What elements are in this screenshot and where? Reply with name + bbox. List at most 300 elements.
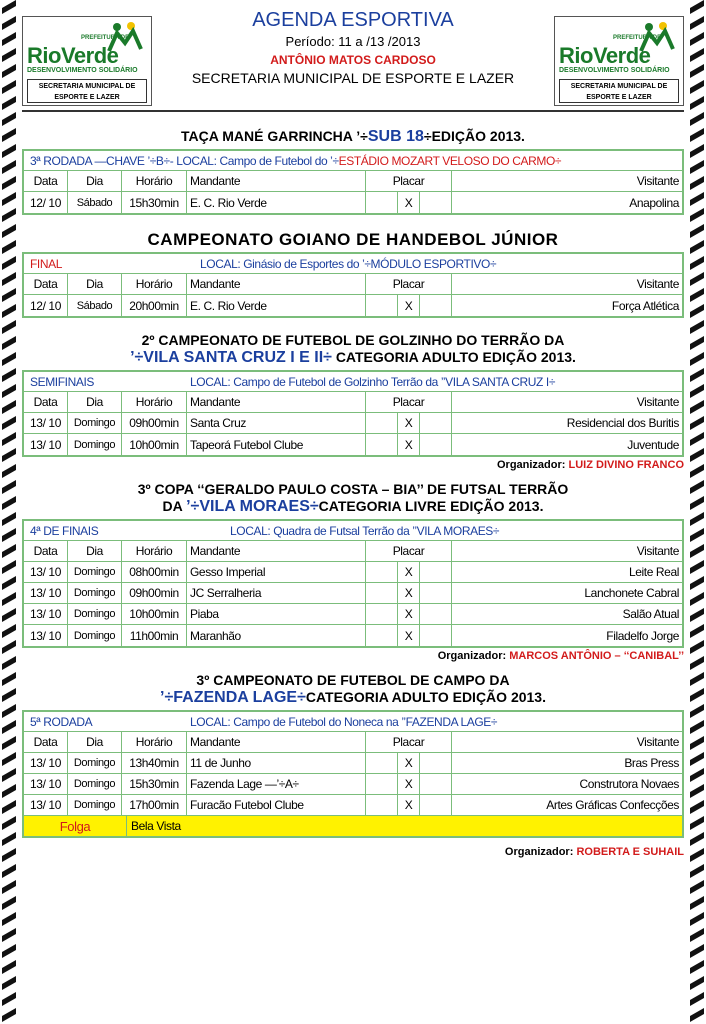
cell-mandante: Santa Cruz: [187, 413, 366, 433]
title-highlight: ’÷FAZENDA LAGE÷: [160, 689, 306, 706]
col-dia: Dia: [68, 171, 122, 191]
border-tick: [0, 912, 18, 928]
cell-dia: Domingo: [68, 562, 122, 582]
border-tick: [688, 240, 706, 256]
border-tick: [688, 576, 706, 592]
border-tick: [688, 256, 706, 272]
location-label: LOCAL: Ginásio de Esportes do ’÷MÓDULO ESPORTIVO÷: [200, 256, 497, 271]
cell-placar-away: [420, 774, 452, 794]
location-label: LOCAL: Campo de Futebol do Noneca na ’’FAZENDA LAGE÷: [190, 714, 498, 729]
border-tick: [0, 608, 18, 624]
folga-label: Folga: [59, 818, 91, 834]
cell-dia: Domingo: [68, 774, 122, 794]
section-title: [22, 672, 684, 706]
round-label: 3ª RODADA —CHAVE ’÷B÷- LOCAL: Campo de Futebol do ’÷: [30, 153, 339, 168]
right-decorative-border: [688, 0, 706, 1024]
cell-mandante: Tapeorá Futebol Clube: [187, 434, 366, 455]
title-highlight: ’÷VILA SANTA CRUZ I E II÷: [130, 349, 332, 366]
border-tick: [0, 640, 18, 656]
border-tick: [0, 48, 18, 64]
border-tick: [688, 672, 706, 688]
col-placar: Placar: [366, 541, 452, 561]
border-tick: [0, 112, 18, 128]
border-tick: [688, 752, 706, 768]
cell-data: 13/ 10: [24, 625, 68, 646]
col-horario: Horário: [122, 392, 187, 412]
round-info: [24, 712, 682, 732]
border-tick: [0, 592, 18, 608]
col-mandante: Mandante: [187, 392, 366, 412]
col-data: Data: [24, 171, 68, 191]
cell-visitante: Anapolina: [629, 195, 679, 210]
rio-verde-logo-right: [554, 16, 684, 106]
cell-versus: X: [398, 795, 420, 815]
games-table: [22, 519, 684, 648]
section-taca-mane-garrincha: [22, 128, 684, 215]
agenda-page: [22, 0, 684, 1024]
cell-versus: X: [398, 295, 420, 316]
col-visitante: Visitante: [636, 544, 679, 558]
cell-mandante: Gesso Imperial: [187, 562, 366, 582]
cell-placar-home: [366, 434, 398, 455]
col-horario: Horário: [122, 732, 187, 752]
border-tick: [688, 912, 706, 928]
border-tick: [688, 928, 706, 944]
border-tick: [688, 192, 706, 208]
border-tick: [0, 240, 18, 256]
title-line: 2º CAMPEONATO DE FUTEBOL DE GOLZINHO DO TERRÃO DA: [141, 332, 565, 348]
border-tick: [688, 544, 706, 560]
col-horario: Horário: [122, 541, 187, 561]
title-part: CATEGORIA ADULTO EDIÇÃO 2013.: [305, 689, 546, 705]
cell-placar-home: [366, 604, 398, 624]
border-tick: [0, 272, 18, 288]
cell-versus: X: [398, 562, 420, 582]
border-tick: [0, 560, 18, 576]
border-tick: [0, 928, 18, 944]
border-tick: [0, 496, 18, 512]
cell-horario: 10h00min: [122, 604, 187, 624]
border-tick: [0, 1008, 18, 1024]
section-handebol: [22, 231, 684, 318]
border-tick: [0, 944, 18, 960]
cell-mandante: Maranhão: [187, 625, 366, 646]
border-tick: [0, 624, 18, 640]
col-horario: Horário: [122, 171, 187, 191]
cell-visitante: Filadelfo Jorge: [606, 628, 679, 643]
cell-data: 12/ 10: [24, 192, 68, 213]
border-tick: [688, 448, 706, 464]
cell-placar-away: [420, 192, 452, 213]
table-row: [24, 413, 682, 434]
cell-versus: X: [398, 753, 420, 773]
location-label: ESTÁDIO MOZART VELOSO DO CARMO÷: [338, 153, 562, 168]
cell-placar-home: [366, 413, 398, 433]
table-header: [24, 541, 682, 562]
cell-horario: 20h00min: [122, 295, 187, 316]
border-tick: [688, 608, 706, 624]
border-tick: [0, 880, 18, 896]
secretaria-text: SECRETARIA MUNICIPAL DE ESPORTE E LAZER: [191, 70, 515, 86]
border-tick: [688, 688, 706, 704]
section-title: [22, 128, 684, 145]
border-tick: [0, 336, 18, 352]
round-label: SEMIFINAIS: [30, 374, 95, 389]
cell-horario: 09h00min: [122, 413, 187, 433]
cell-placar-away: [420, 295, 452, 316]
col-visitante: Visitante: [636, 395, 679, 409]
cell-placar-home: [366, 295, 398, 316]
round-label: FINAL: [30, 256, 63, 271]
table-header: [24, 171, 682, 192]
col-dia: Dia: [68, 392, 122, 412]
title-line: 3º COPA ‘‘GERALDO PAULO COSTA – BIA’’ DE FUTSAL TERRÃO: [137, 481, 569, 497]
cell-data: 13/ 10: [24, 562, 68, 582]
border-tick: [688, 816, 706, 832]
cell-dia: Domingo: [68, 625, 122, 646]
title-line: 3º CAMPEONATO DE FUTEBOL DE CAMPO DA: [196, 672, 510, 688]
border-tick: [688, 32, 706, 48]
cell-placar-away: [420, 753, 452, 773]
header: [22, 0, 684, 112]
border-tick: [0, 304, 18, 320]
cell-placar-home: [366, 562, 398, 582]
table-row: [24, 795, 682, 816]
cell-placar-home: [366, 625, 398, 646]
border-tick: [688, 432, 706, 448]
cell-mandante: Furacão Futebol Clube: [187, 795, 366, 815]
border-tick: [0, 176, 18, 192]
border-tick: [688, 160, 706, 176]
cell-placar-home: [366, 795, 398, 815]
border-tick: [688, 416, 706, 432]
title-highlight: ’÷VILA MORAES÷: [186, 498, 319, 515]
border-tick: [688, 480, 706, 496]
round-info: [24, 151, 682, 171]
cell-horario: 09h00min: [122, 583, 187, 603]
left-decorative-border: [0, 0, 18, 1024]
border-tick: [0, 80, 18, 96]
cell-versus: X: [398, 604, 420, 624]
col-horario: Horário: [122, 274, 187, 294]
border-tick: [688, 224, 706, 240]
cell-visitante: Construtora Novaes: [579, 777, 679, 791]
logo-prefeitura-text: PREFEITURA DE: [81, 35, 130, 41]
organizer-label: Organizador:: [437, 650, 507, 662]
cell-versus: X: [398, 434, 420, 455]
border-tick: [688, 832, 706, 848]
cell-placar-away: [420, 413, 452, 433]
cell-horario: 17h00min: [122, 795, 187, 815]
col-data: Data: [24, 541, 68, 561]
col-placar: Placar: [366, 171, 452, 191]
title-part: ÷EDIÇÃO 2013.: [423, 128, 525, 144]
border-tick: [0, 464, 18, 480]
header-center: [162, 0, 544, 86]
cell-mandante: E. C. Rio Verde: [187, 295, 366, 316]
round-info: [24, 372, 682, 392]
border-tick: [0, 800, 18, 816]
cell-data: 13/ 10: [24, 753, 68, 773]
cell-versus: X: [398, 192, 420, 213]
table-header: [24, 732, 682, 753]
border-tick: [688, 48, 706, 64]
border-tick: [0, 288, 18, 304]
round-label: 4ª DE FINAIS: [30, 523, 99, 538]
border-tick: [0, 672, 18, 688]
border-tick: [0, 512, 18, 528]
organizer-name: MARCOS ANTÔNIO – ‘‘CANIBAL’’: [509, 650, 684, 662]
cell-dia: Domingo: [68, 753, 122, 773]
cell-placar-away: [420, 795, 452, 815]
cell-placar-home: [366, 192, 398, 213]
border-tick: [0, 432, 18, 448]
title-part: DA: [162, 498, 183, 514]
border-tick: [688, 400, 706, 416]
cell-visitante: Força Atlética: [611, 298, 679, 313]
organizer-name: ROBERTA E SUHAIL: [576, 846, 684, 858]
border-tick: [0, 448, 18, 464]
cell-mandante: JC Serralheria: [187, 583, 366, 603]
title-part: CATEGORIA LIVRE EDIÇÃO 2013.: [318, 498, 544, 514]
organizer: [22, 650, 684, 662]
border-tick: [0, 384, 18, 400]
cell-horario: 08h00min: [122, 562, 187, 582]
border-tick: [688, 864, 706, 880]
cell-horario: 11h00min: [122, 625, 187, 646]
border-tick: [688, 624, 706, 640]
period-text: Período: 11 a /13 /2013: [285, 34, 421, 49]
border-tick: [688, 0, 706, 16]
cell-data: 12/ 10: [24, 295, 68, 316]
border-tick: [0, 528, 18, 544]
border-tick: [0, 656, 18, 672]
cell-visitante: Salão Atual: [622, 607, 679, 621]
border-tick: [688, 64, 706, 80]
col-dia: Dia: [68, 541, 122, 561]
border-tick: [688, 464, 706, 480]
col-placar: Placar: [366, 274, 452, 294]
border-tick: [688, 528, 706, 544]
border-tick: [0, 832, 18, 848]
border-tick: [688, 640, 706, 656]
col-data: Data: [24, 732, 68, 752]
secretary-name: ANTÔNIO MATOS CARDOSO: [270, 53, 436, 67]
border-tick: [688, 336, 706, 352]
cell-versus: X: [398, 774, 420, 794]
cell-placar-away: [420, 562, 452, 582]
border-tick: [688, 128, 706, 144]
cell-data: 13/ 10: [24, 774, 68, 794]
border-tick: [0, 480, 18, 496]
table-row: [24, 625, 682, 646]
border-tick: [0, 704, 18, 720]
table-row: [24, 583, 682, 604]
border-tick: [0, 192, 18, 208]
table-row: [24, 192, 682, 213]
cell-versus: X: [398, 413, 420, 433]
border-tick: [688, 896, 706, 912]
table-row: [24, 562, 682, 583]
round-info: [24, 254, 682, 274]
cell-visitante: Residencial dos Buritis: [566, 416, 679, 430]
cell-dia: Domingo: [68, 434, 122, 455]
col-mandante: Mandante: [187, 274, 366, 294]
cell-dia: Domingo: [68, 413, 122, 433]
cell-placar-home: [366, 774, 398, 794]
border-tick: [0, 992, 18, 1008]
round-label: 5ª RODADA: [30, 714, 93, 729]
cell-dia: Domingo: [68, 795, 122, 815]
border-tick: [688, 992, 706, 1008]
col-visitante: Visitante: [636, 735, 679, 749]
border-tick: [0, 976, 18, 992]
cell-dia: Sábado: [68, 295, 122, 316]
rio-verde-logo-left: [22, 16, 152, 106]
section-title: [22, 332, 684, 366]
games-table: [22, 710, 684, 838]
border-tick: [0, 64, 18, 80]
border-tick: [688, 272, 706, 288]
cell-visitante: Leite Real: [628, 565, 679, 579]
title-part: TAÇA MANÉ GARRINCHA ’÷: [181, 128, 368, 144]
border-tick: [0, 224, 18, 240]
section-title: [22, 481, 684, 515]
border-tick: [688, 16, 706, 32]
logo-secretaria-box: SECRETARIA MUNICIPAL DE ESPORTE E LAZER: [559, 79, 679, 103]
border-tick: [688, 384, 706, 400]
cell-versus: X: [398, 583, 420, 603]
border-tick: [688, 976, 706, 992]
cell-visitante: Lanchonete Cabral: [584, 586, 679, 600]
location-label: LOCAL: Campo de Futebol de Golzinho Terrão da ’’VILA SANTA CRUZ I÷: [190, 374, 556, 389]
border-tick: [688, 800, 706, 816]
border-tick: [0, 688, 18, 704]
border-tick: [688, 144, 706, 160]
organizer-label: Organizador:: [504, 846, 574, 858]
border-tick: [688, 1008, 706, 1024]
cell-horario: 15h30min: [122, 774, 187, 794]
location-label: LOCAL: Quadra de Futsal Terrão da ’’VILA MORAES÷: [230, 523, 500, 538]
border-tick: [688, 656, 706, 672]
cell-horario: 15h30min: [122, 192, 187, 213]
border-tick: [688, 720, 706, 736]
section-title: CAMPEONATO GOIANO DE HANDEBOL JÚNIOR: [147, 230, 559, 249]
section-golzinho-vila-santa-cruz: [22, 332, 684, 471]
organizer: [22, 459, 684, 471]
border-tick: [688, 96, 706, 112]
border-tick: [688, 496, 706, 512]
border-tick: [688, 848, 706, 864]
border-tick: [0, 544, 18, 560]
cell-horario: 10h00min: [122, 434, 187, 455]
cell-visitante: Artes Gráficas Confecções: [546, 798, 679, 812]
border-tick: [688, 704, 706, 720]
border-tick: [0, 320, 18, 336]
folga-team: Bela Vista: [126, 816, 181, 836]
border-tick: [0, 144, 18, 160]
border-tick: [0, 368, 18, 384]
border-tick: [0, 896, 18, 912]
table-row: [24, 604, 682, 625]
cell-data: 13/ 10: [24, 604, 68, 624]
logo-prefeitura-text: PREFEITURA DE: [613, 35, 662, 41]
cell-data: 13/ 10: [24, 795, 68, 815]
col-data: Data: [24, 274, 68, 294]
table-row: [24, 774, 682, 795]
cell-horario: 13h40min: [122, 753, 187, 773]
border-tick: [688, 208, 706, 224]
col-placar: Placar: [366, 392, 452, 412]
border-tick: [0, 400, 18, 416]
folga-row: [24, 816, 682, 836]
games-table: [22, 252, 684, 318]
col-visitante: Visitante: [636, 174, 679, 188]
border-tick: [0, 96, 18, 112]
border-tick: [688, 560, 706, 576]
border-tick: [0, 256, 18, 272]
border-tick: [688, 784, 706, 800]
table-header: [24, 392, 682, 413]
border-tick: [688, 368, 706, 384]
games-table: [22, 149, 684, 215]
border-tick: [688, 512, 706, 528]
border-tick: [688, 304, 706, 320]
cell-visitante: Juventude: [627, 437, 679, 452]
cell-placar-home: [366, 583, 398, 603]
title-highlight: SUB 18: [367, 128, 424, 145]
border-tick: [0, 352, 18, 368]
cell-mandante: E. C. Rio Verde: [187, 192, 366, 213]
cell-placar-away: [420, 604, 452, 624]
border-tick: [0, 752, 18, 768]
col-data: Data: [24, 392, 68, 412]
col-visitante: Visitante: [636, 277, 679, 291]
logo-subtitle: DESENVOLVIMENTO SOLIDÁRIO: [559, 67, 670, 74]
border-tick: [0, 960, 18, 976]
border-tick: [0, 208, 18, 224]
organizer-name: LUIZ DIVINO FRANCO: [568, 459, 684, 471]
border-tick: [688, 880, 706, 896]
cell-placar-home: [366, 753, 398, 773]
border-tick: [0, 720, 18, 736]
table-row: [24, 295, 682, 316]
cell-mandante: 11 de Junho: [187, 753, 366, 773]
cell-data: 13/ 10: [24, 583, 68, 603]
border-tick: [0, 576, 18, 592]
logo-secretaria-box: SECRETARIA MUNICIPAL DE ESPORTE E LAZER: [27, 79, 147, 103]
section-copa-futsal-vila-moraes: [22, 481, 684, 662]
cell-placar-away: [420, 583, 452, 603]
cell-mandante: Fazenda Lage —’÷A÷: [187, 774, 366, 794]
cell-dia: Domingo: [68, 583, 122, 603]
border-tick: [0, 848, 18, 864]
border-tick: [0, 768, 18, 784]
logo-subtitle: DESENVOLVIMENTO SOLIDÁRIO: [27, 67, 138, 74]
cell-mandante: Piaba: [187, 604, 366, 624]
cell-dia: Domingo: [68, 604, 122, 624]
border-tick: [688, 112, 706, 128]
table-header: [24, 274, 682, 295]
organizer: [22, 846, 684, 858]
col-placar: Placar: [366, 732, 452, 752]
cell-placar-away: [420, 434, 452, 455]
border-tick: [688, 352, 706, 368]
border-tick: [688, 960, 706, 976]
logo-brand-text: RioVerde: [27, 43, 119, 68]
round-info: [24, 521, 682, 541]
organizer-label: Organizador:: [496, 459, 566, 471]
